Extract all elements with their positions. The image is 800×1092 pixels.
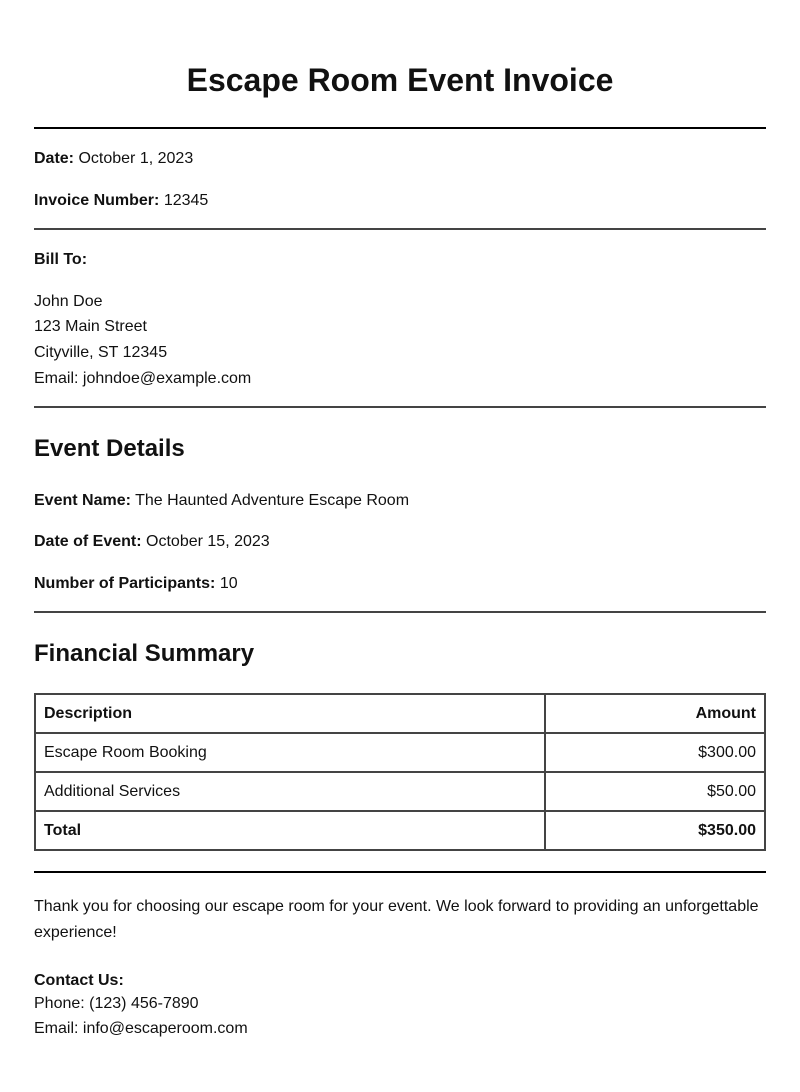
event-participants xyxy=(34,574,238,594)
bill-to-label-text: Bill To: xyxy=(34,251,88,268)
divider xyxy=(34,127,766,129)
event-date xyxy=(34,532,270,552)
event-date-value: October 15, 2023 xyxy=(146,533,270,550)
event-details-heading: Event Details xyxy=(34,435,185,462)
divider xyxy=(34,611,766,613)
row-amount: $300.00 xyxy=(545,733,765,772)
row-description: Additional Services xyxy=(35,772,545,811)
invoice-date xyxy=(34,149,193,169)
invoice-number-value: 12345 xyxy=(163,192,209,209)
table-row xyxy=(35,772,765,811)
divider xyxy=(34,871,766,873)
divider xyxy=(34,406,766,408)
thank-you-message: Thank you for choosing our escape room for your event. We look forward to providing an unforgettable experience! xyxy=(34,898,759,941)
bill-to-email: Email: johndoe@example.com xyxy=(34,370,252,387)
invoice-date-label: Date: xyxy=(34,150,75,167)
description-header: Description xyxy=(35,694,545,733)
total-row xyxy=(35,811,765,850)
contact-phone: Phone: (123) 456-7890 xyxy=(34,995,199,1012)
invoice-date-value: October 1, 2023 xyxy=(78,150,194,167)
amount-header: Amount xyxy=(545,694,765,733)
total-amount: $350.00 xyxy=(545,811,765,850)
bill-to-name: John Doe xyxy=(34,293,103,310)
financial-table xyxy=(34,693,766,851)
invoice-title: Escape Room Event Invoice xyxy=(186,62,614,98)
bill-to-street: 123 Main Street xyxy=(34,318,147,335)
row-amount: $50.00 xyxy=(545,772,765,811)
contact-label xyxy=(34,968,124,994)
invoice-number xyxy=(34,191,208,211)
financial-summary-heading: Financial Summary xyxy=(34,640,255,667)
total-label: Total xyxy=(35,811,545,850)
participants-label: Number of Participants: xyxy=(34,575,216,592)
divider xyxy=(34,228,766,230)
event-date-label: Date of Event: xyxy=(34,533,142,550)
table-row xyxy=(35,733,765,772)
event-name xyxy=(34,491,409,511)
event-name-value: The Haunted Adventure Escape Room xyxy=(135,492,410,509)
contact-email: Email: info@escaperoom.com xyxy=(34,1020,248,1037)
event-name-label: Event Name: xyxy=(34,492,131,509)
participants-value: 10 xyxy=(219,575,238,592)
row-description: Escape Room Booking xyxy=(35,733,545,772)
bill-to-city: Cityville, ST 12345 xyxy=(34,344,168,361)
invoice-number-label: Invoice Number: xyxy=(34,192,160,209)
bill-to-label xyxy=(34,250,87,270)
contact-label-text: Contact Us: xyxy=(34,972,124,989)
table-header-row xyxy=(35,694,765,733)
